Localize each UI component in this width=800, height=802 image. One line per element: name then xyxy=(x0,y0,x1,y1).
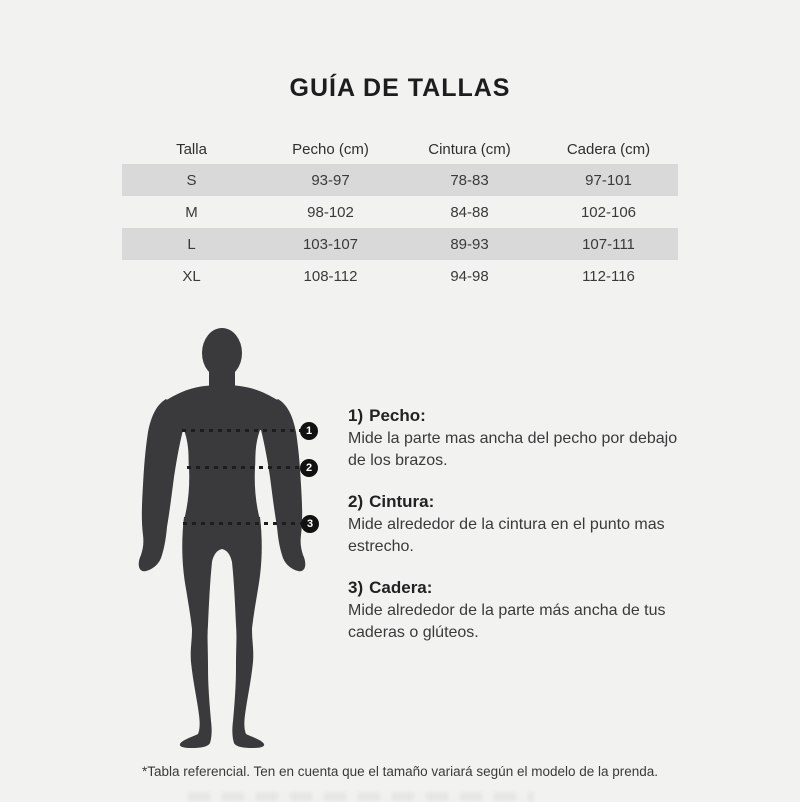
cell-cintura: 94-98 xyxy=(450,267,489,285)
cell-cadera: 107-111 xyxy=(582,235,635,253)
chest-marker-badge: 1 xyxy=(300,422,318,440)
cell-pecho: 98-102 xyxy=(307,203,354,221)
cell-cadera: 97-101 xyxy=(585,171,632,189)
cell-cintura: 84-88 xyxy=(450,203,489,221)
cell-talla: XL xyxy=(182,267,201,285)
instruction-description: Mide la parte mas ancha del pecho por debajo de los brazos. xyxy=(348,430,678,469)
cell-talla: S xyxy=(186,171,197,189)
table-row xyxy=(122,196,678,228)
cell-cintura: 78-83 xyxy=(450,171,489,189)
table-row xyxy=(122,228,678,260)
instruction-cintura xyxy=(348,491,682,558)
instruction-heading xyxy=(348,577,682,599)
instruction-description: Mide alrededor de la cintura en el punto mas estrecho. xyxy=(348,516,665,555)
cell-pecho: 103-107 xyxy=(302,235,359,253)
cell-cintura: 89-93 xyxy=(450,235,489,253)
table-header-row xyxy=(122,134,678,164)
body-silhouette-diagram xyxy=(104,327,340,752)
instruction-title: Pecho: xyxy=(369,406,426,425)
cell-pecho: 93-97 xyxy=(311,171,350,189)
column-header-cadera: Cadera (cm) xyxy=(566,140,651,158)
column-header-pecho: Pecho (cm) xyxy=(292,140,369,158)
cell-talla: L xyxy=(187,235,196,253)
column-header-cintura: Cintura (cm) xyxy=(428,140,511,158)
waist-marker-badge: 2 xyxy=(300,459,318,477)
instruction-pecho xyxy=(348,405,682,472)
chest-measure-line xyxy=(182,429,301,432)
hip-marker-badge: 3 xyxy=(301,515,319,533)
male-silhouette-icon xyxy=(104,327,340,752)
instruction-number: 3) xyxy=(348,578,364,597)
instruction-description: Mide alrededor de la parte más ancha de tus caderas o glúteos. xyxy=(348,602,666,641)
instruction-heading xyxy=(348,405,682,427)
cell-cadera: 102-106 xyxy=(580,203,637,221)
instruction-cadera xyxy=(348,577,682,644)
cell-cadera: 112-116 xyxy=(582,267,635,285)
page-title: GUÍA DE TALLAS xyxy=(289,74,511,102)
waist-measure-line xyxy=(187,466,301,469)
size-guide-table xyxy=(122,134,678,292)
measurement-instructions xyxy=(348,405,682,663)
cell-pecho: 108-112 xyxy=(303,267,358,285)
hip-measure-line xyxy=(183,522,302,525)
instruction-heading xyxy=(348,491,682,513)
table-row xyxy=(122,164,678,196)
cropped-bottom-text-artifact xyxy=(188,792,534,802)
cell-talla: M xyxy=(185,203,198,221)
reference-footnote: *Tabla referencial. Ten en cuenta que el tamaño variará según el modelo de la prenda. xyxy=(141,764,659,779)
column-header-talla: Talla xyxy=(176,140,207,158)
table-row xyxy=(122,260,678,292)
instruction-title: Cintura: xyxy=(369,492,435,511)
instruction-number: 2) xyxy=(348,492,364,511)
instruction-number: 1) xyxy=(348,406,364,425)
instruction-title: Cadera: xyxy=(369,578,433,597)
